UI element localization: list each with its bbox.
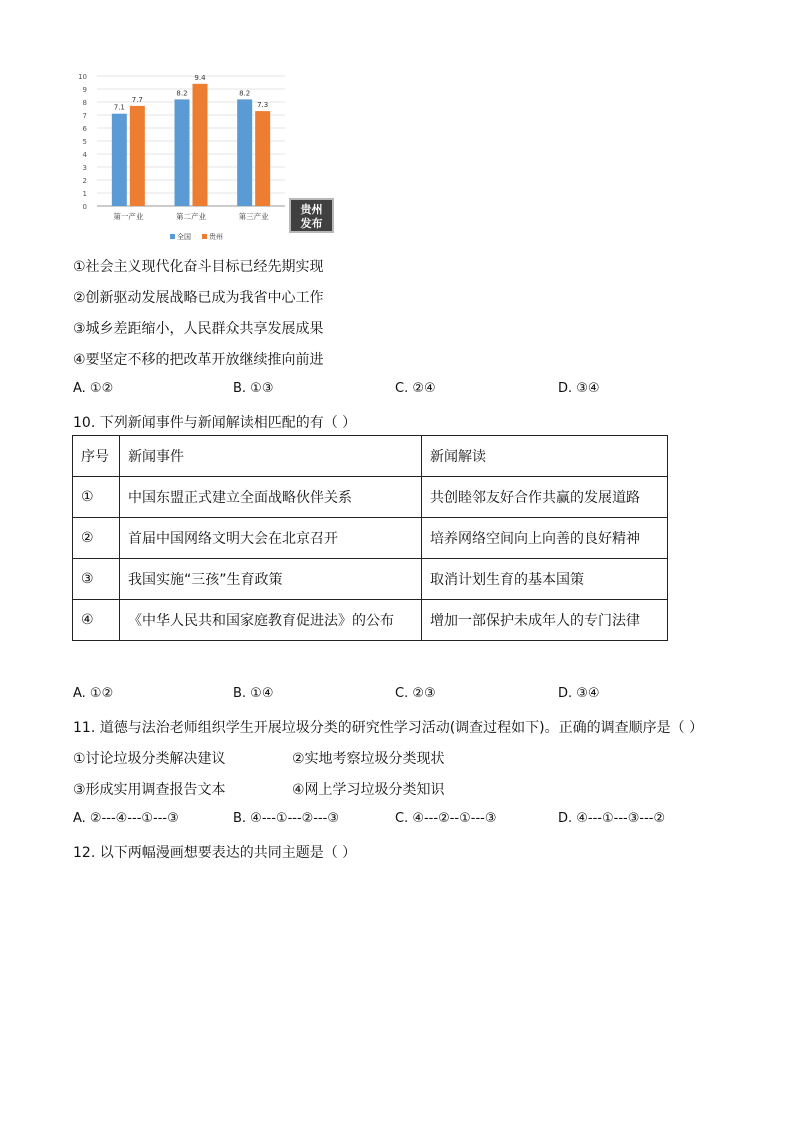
watermark-badge [290,199,333,232]
bar [193,84,208,206]
y-tick-label: 8 [82,99,87,107]
y-tick-label: 5 [82,138,87,146]
table-row [73,477,668,518]
q11-step-4: ④网上学习垃圾分类知识 [292,782,445,798]
q10-question: 10. 下列新闻事件与新闻解读相匹配的有（ ） [73,415,357,431]
bar [255,111,270,206]
y-tick-label: 1 [82,190,87,198]
news-table [72,435,668,641]
y-tick-label: 10 [78,73,87,81]
q9-statement-3: ③城乡差距缩小，人民群众共享发展成果 [73,321,324,337]
row-index: ④ [73,600,120,641]
q11-option-d[interactable]: D. ④---①---③---② [558,811,666,826]
table-header-row [73,436,668,477]
bar [237,99,252,206]
row-event: 首届中国网络文明大会在北京召开 [120,518,422,559]
table-row [73,600,668,641]
q9-statement-4: ④要坚定不移的把改革开放继续推向前进 [73,352,324,368]
q12-question: 12. 以下两幅漫画想要表达的共同主题是（ ） [73,845,357,861]
row-interpretation: 增加一部保护未成年人的专门法律 [422,600,668,641]
x-tick-label: 第二产业 [176,212,206,221]
header-index: 序号 [73,436,120,477]
bar-chart [70,62,338,246]
row-event: 中国东盟正式建立全面战略伙伴关系 [120,477,422,518]
data-label: 8.2 [239,89,251,98]
legend-swatch [202,234,207,239]
row-index: ② [73,518,120,559]
q11-option-c[interactable]: C. ④---②--①---③ [395,811,497,826]
legend-label: 全国 [177,233,191,241]
row-index: ① [73,477,120,518]
row-event: 《中华人民共和国家庭教育促进法》的公布 [120,600,422,641]
legend-label: 贵州 [209,233,223,241]
bar [175,99,190,206]
data-label: 9.4 [194,73,206,82]
q11-option-a[interactable]: A. ②---④---①---③ [73,811,179,826]
q9-options [73,381,713,401]
q9-option-b[interactable]: B. ①③ [233,381,274,396]
data-label: 7.7 [131,95,143,104]
y-tick-label: 7 [82,112,87,120]
q9-option-a[interactable]: A. ①② [73,381,114,396]
q9-statement-2: ②创新驱动发展战略已成为我省中心工作 [73,290,324,306]
bar [112,114,127,206]
q10-option-b[interactable]: B. ①④ [233,686,274,701]
row-event: 我国实施“三孩”生育政策 [120,559,422,600]
header-event: 新闻事件 [120,436,422,477]
q11-options [73,811,713,831]
row-index: ③ [73,559,120,600]
data-label: 8.2 [176,89,188,98]
q9-option-c[interactable]: C. ②④ [395,381,436,396]
table-row [73,559,668,600]
row-interpretation: 培养网络空间向上向善的良好精神 [422,518,668,559]
header-interpretation: 新闻解读 [422,436,668,477]
q9-statement-1: ①社会主义现代化奋斗目标已经先期实现 [73,259,324,275]
legend-swatch [170,234,175,239]
x-tick-label: 第三产业 [238,212,269,221]
watermark-line-2: 发布 [300,217,323,230]
y-tick-label: 9 [82,86,87,94]
row-interpretation: 共创睦邻友好合作共赢的发展道路 [422,477,668,518]
q11-question: 11. 道德与法治老师组织学生开展垃圾分类的研究性学习活动(调查过程如下)。正确的调查顺序是（ ） [73,720,704,736]
x-tick-label: 第一产业 [113,212,144,221]
q10-option-c[interactable]: C. ②③ [395,686,436,701]
row-interpretation: 取消计划生育的基本国策 [422,559,668,600]
y-tick-label: 4 [82,151,87,159]
q11-step-2: ②实地考察垃圾分类现状 [292,751,445,767]
data-label: 7.1 [113,103,125,112]
y-tick-label: 0 [82,203,87,211]
q11-step-3: ③形成实用调查报告文本 [73,782,226,798]
q10-options [73,686,713,706]
q11-option-b[interactable]: B. ④---①---②---③ [233,811,340,826]
y-tick-label: 2 [82,177,87,185]
q11-step-1: ①讨论垃圾分类解决建议 [73,751,226,767]
watermark-line-1: 贵州 [300,203,323,216]
q9-option-d[interactable]: D. ③④ [558,381,600,396]
q10-option-a[interactable]: A. ①② [73,686,114,701]
q10-option-d[interactable]: D. ③④ [558,686,600,701]
y-tick-label: 6 [82,125,87,133]
y-tick-label: 3 [82,164,87,172]
data-label: 7.3 [257,101,269,110]
table-row [73,518,668,559]
bar [130,106,145,206]
